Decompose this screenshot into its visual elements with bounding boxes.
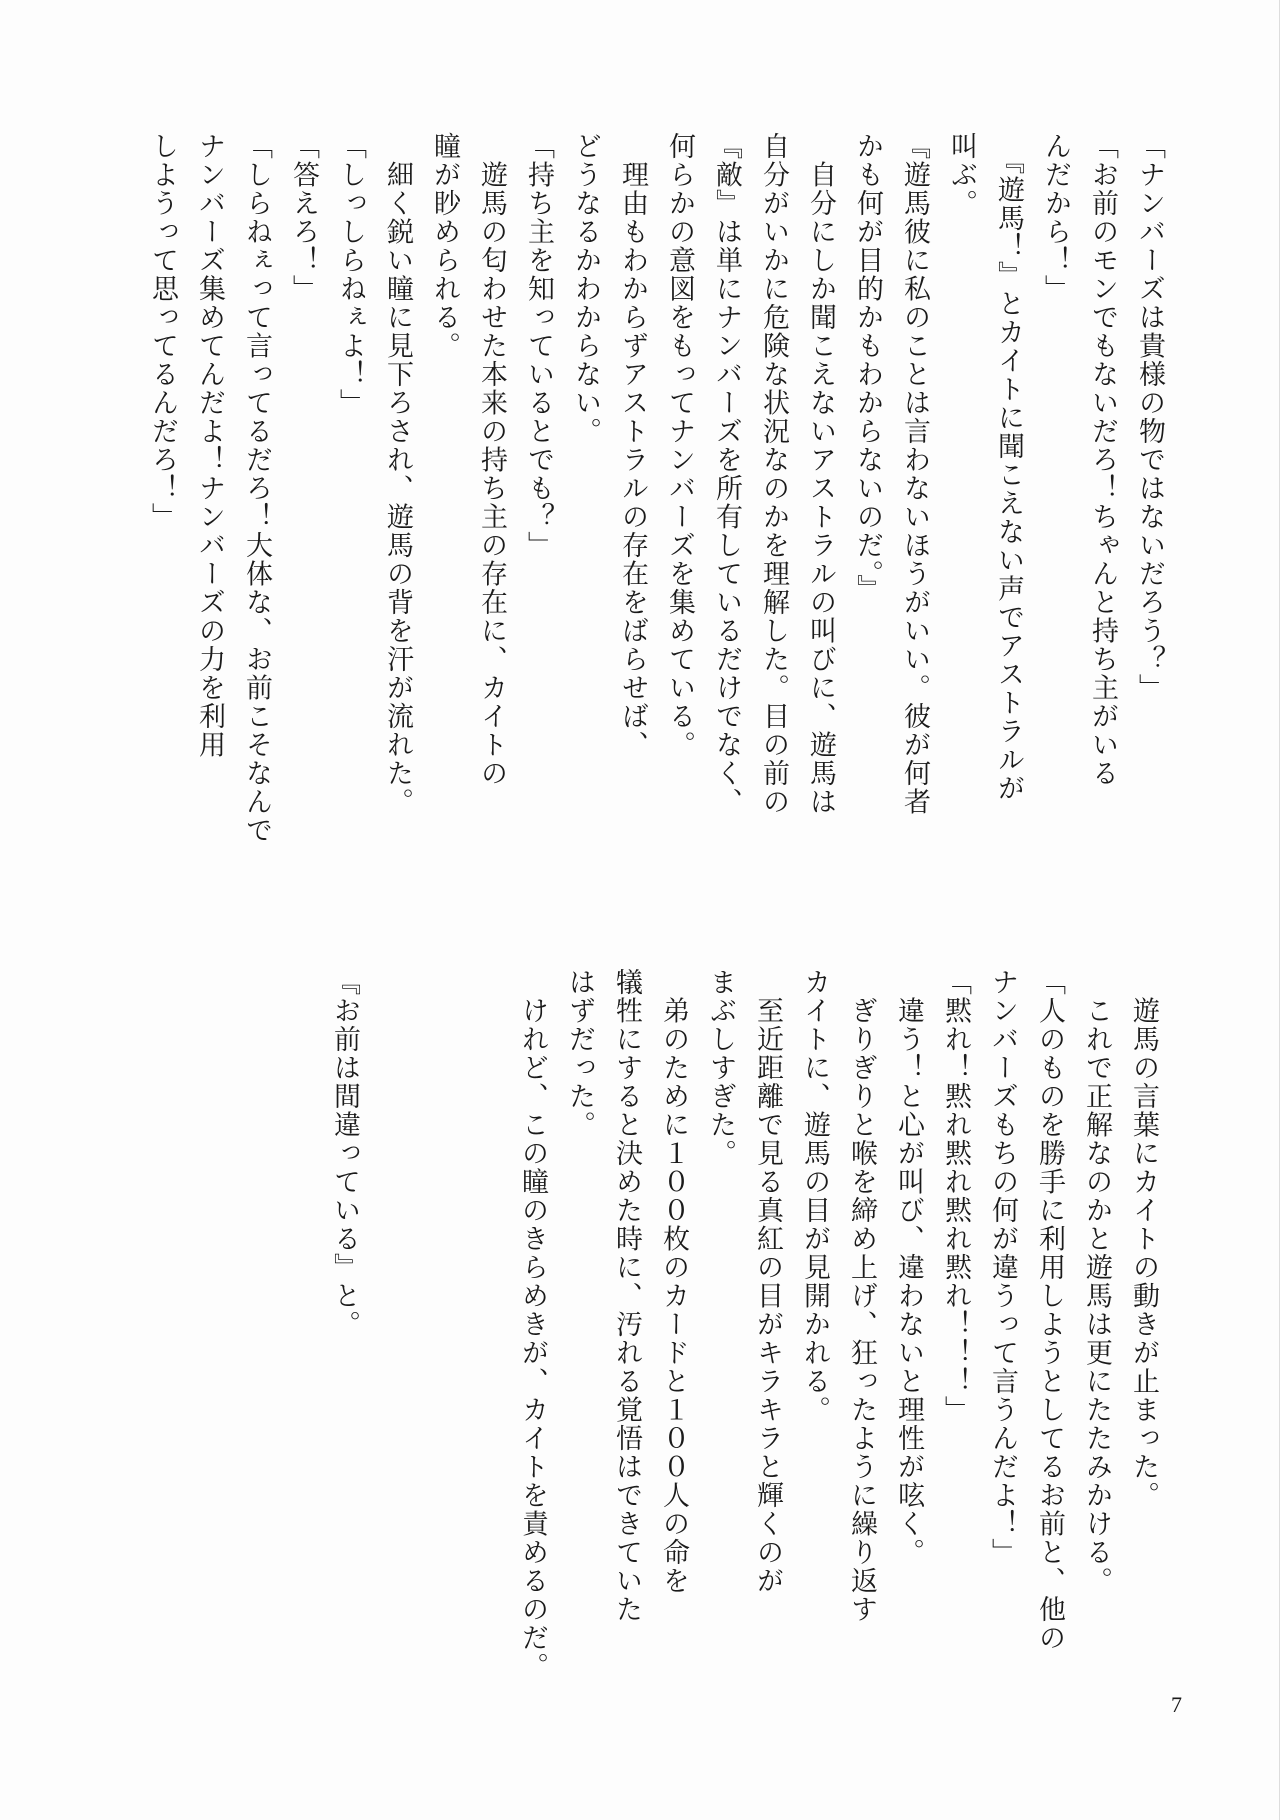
text-column: 『敵』は単にナンバーズを所有しているだけでなく、 bbox=[711, 132, 742, 816]
text-column: 「答えろ！」 bbox=[288, 132, 319, 303]
text-column: 自分がいかに危険な状況なのかを理解した。目の前の bbox=[758, 132, 789, 816]
blank-column bbox=[368, 968, 415, 1681]
text-column: 「黙れ！黙れ黙れ黙れ黙れ！！！」 bbox=[940, 968, 971, 1424]
text-column: けれど、この瞳のきらめきが、カイトを責めるのだ。 bbox=[517, 968, 548, 1681]
text-column: 遊馬の匂わせた本来の持ち主の存在に、カイトの bbox=[476, 132, 507, 788]
text-column: ぎりぎりと喉を締め上げ、狂ったように繰り返す bbox=[846, 968, 877, 1624]
text-column: 遊馬の言葉にカイトの動きが止まった。 bbox=[1128, 968, 1159, 1510]
text-column: 至近距離で見る真紅の目がキラキラと輝くのが bbox=[752, 968, 783, 1595]
text-block-lower bbox=[321, 968, 1167, 1681]
text-block-upper bbox=[139, 132, 1173, 845]
text-column: 『遊馬！』とカイトに聞こえない声でアストラルが bbox=[993, 132, 1024, 803]
text-column: 「しっしらねぇよ！」 bbox=[335, 132, 366, 417]
text-column: 「しらねぇって言ってるだろ！大体な、お前こそなんで bbox=[241, 132, 272, 845]
text-column: 弟のために１００枚のカードと１００人の命を bbox=[658, 968, 689, 1595]
text-column: 理由もわからずアストラルの存在をばらせば、 bbox=[617, 132, 648, 759]
blank-column bbox=[415, 968, 462, 1681]
page-number: 7 bbox=[1171, 1692, 1182, 1717]
text-column: 「ナンバーズは貴様の物ではないだろう？」 bbox=[1134, 132, 1165, 702]
text-column: どうなるかわからない。 bbox=[570, 132, 601, 446]
text-column: 自分にしか聞こえないアストラルの叫びに、遊馬は bbox=[805, 132, 836, 816]
text-column: ナンバーズもちの何が違うって言うんだよ！」 bbox=[987, 968, 1018, 1567]
text-column: 「人のものを勝手に利用しようとしてるお前と、他の bbox=[1034, 968, 1065, 1652]
text-column: 『お前は間違っている』と。 bbox=[329, 968, 360, 1339]
text-column: カイトに、遊馬の目が見開かれる。 bbox=[799, 968, 830, 1424]
text-column: はずだった。 bbox=[564, 968, 595, 1139]
text-column: 違う！と心が叫び、違わないと理性が呟く。 bbox=[893, 968, 924, 1567]
text-column: 犠牲にすると決めた時に、汚れる覚悟はできていた bbox=[611, 968, 642, 1624]
text-column: 瞳が眇められる。 bbox=[429, 132, 460, 360]
blank-column bbox=[462, 968, 509, 1681]
text-column: 細く鋭い瞳に見下ろされ、遊馬の背を汗が流れた。 bbox=[382, 132, 413, 816]
text-column: 「持ち主を知っているとでも？」 bbox=[523, 132, 554, 560]
text-column: これで正解なのかと遊馬は更にたたみかける。 bbox=[1081, 968, 1112, 1595]
text-column: ナンバーズ集めてんだよ！ナンバーズの力を利用 bbox=[194, 132, 225, 759]
text-column: 「お前のモンでもないだろ！ちゃんと持ち主がいる bbox=[1087, 132, 1118, 788]
text-column: しようって思ってるんだろ！」 bbox=[147, 132, 178, 531]
text-column: 何らかの意図をもってナンバーズを集めている。 bbox=[664, 132, 695, 759]
text-column: 叫ぶ。 bbox=[946, 132, 977, 218]
text-column: 『遊馬彼に私のことは言わないほうがいい。彼が何者 bbox=[899, 132, 930, 816]
text-column: かも何が目的かもわからないのだ。』 bbox=[852, 132, 883, 603]
text-column: まぶしすぎた。 bbox=[705, 968, 736, 1168]
text-column: んだから！」 bbox=[1040, 132, 1071, 303]
